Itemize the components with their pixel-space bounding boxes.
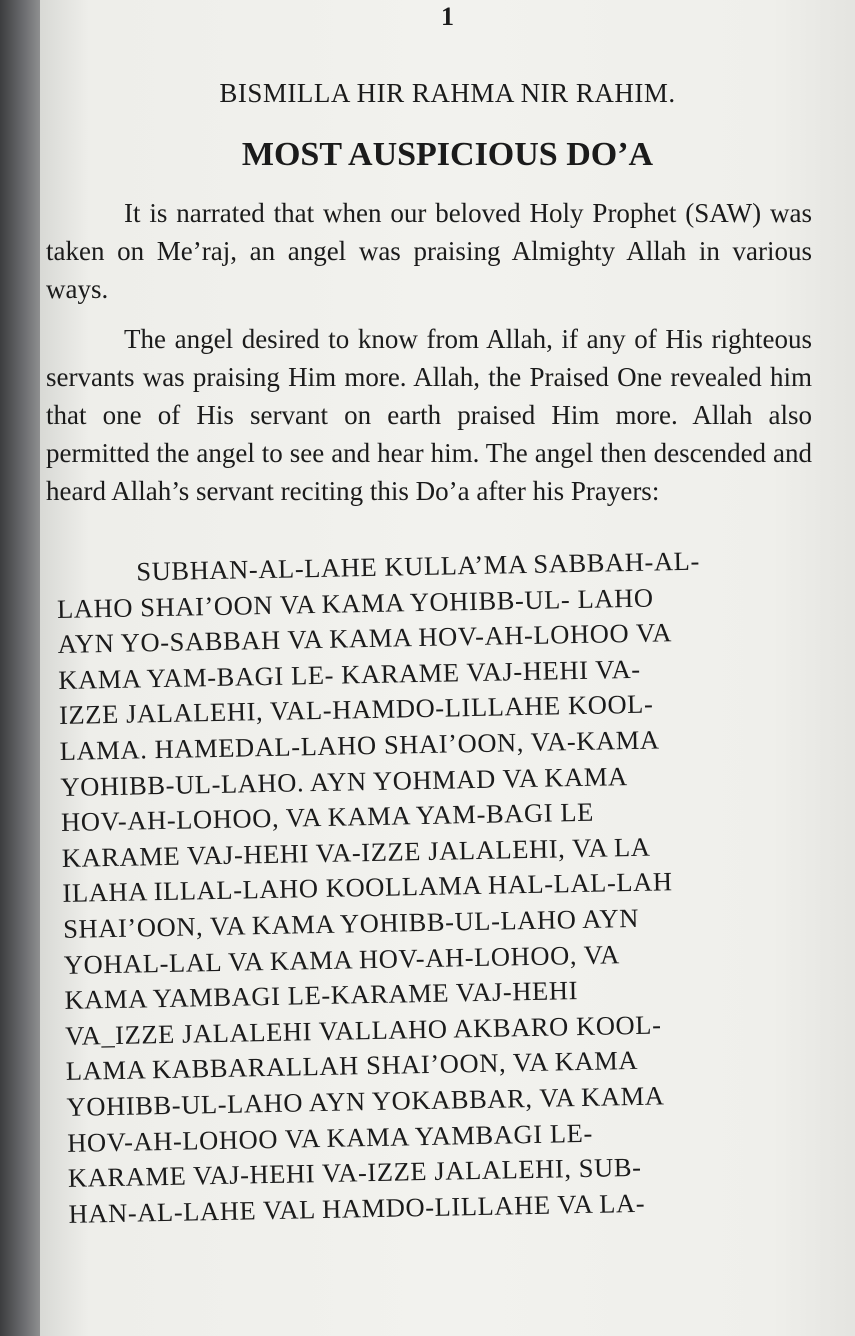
dua-line: SHAI’OON, VA KAMA YOHIBB-UL-LAHO AYN (62, 902, 640, 944)
page-title: MOST AUSPICIOUS DO’A (241, 136, 654, 173)
dua-line: KARAME VAJ-HEHI VA-IZZE JALALEHI, VA LA (61, 831, 651, 873)
dua-line: HOV-AH-LOHOO, VA KAMA YAM-BAGI LE (60, 796, 595, 838)
dua-line: ILAHA ILLAL-LAHO KOOLLAMA HAL-LAL-LAH (62, 866, 673, 909)
dua-line: LAMA. HAMEDAL-LAHO SHAI’OON, VA-KAMA (59, 724, 660, 766)
paragraph-text: The angel desired to know from Allah, if any of His righteous servants was praising Him more. Allah, the Praised One revealed him that one of His servant on earth praised Him more. Allah also permitted the angel to see and hear him. The angel then descended and heard Allah’s servant reciting this Do’a after his Prayers: (46, 324, 812, 506)
dua-line: YOHIBB-UL-LAHO. AYN YOHMAD VA KAMA (60, 760, 628, 802)
dua-line: HOV-AH-LOHOO VA KAMA YAMBAGI LE- (66, 1117, 594, 1158)
dua-line: VA_IZZE JALALEHI VALLAHO AKBARO KOOL- (64, 1009, 662, 1051)
dua-line: KAMA YAM-BAGI LE- KARAME VAJ-HEHI VA- (58, 653, 641, 695)
page-number: 1 (441, 2, 454, 31)
narrative-paragraph-2 (46, 320, 812, 510)
dua-line: LAMA KABBARALLAH SHAI’OON, VA KAMA (65, 1045, 639, 1087)
dua-line: KARAME VAJ-HEHI VA-IZZE JALALEHI, SUB- (67, 1151, 642, 1193)
dua-line: KAMA YAMBAGI LE-KARAME VAJ-HEHI (64, 975, 579, 1016)
dua-transliteration-block (56, 541, 834, 1232)
dua-line: SUBHAN-AL-LAHE KULLA’MA SABBAH-AL- (136, 545, 701, 587)
dua-line: LAHO SHAI’OON VA KAMA YOHIBB-UL- LAHO (56, 582, 654, 624)
dua-line: IZZE JALALEHI, VAL-HAMDO-LILLAHE KOOL- (58, 688, 654, 731)
dua-line: HAN-AL-LAHE VAL HAMDO-LILLAHE VA LA- (68, 1187, 646, 1229)
dua-line: YOHIBB-UL-LAHO AYN YOKABBAR, VA KAMA (66, 1080, 665, 1122)
book-page (40, 0, 855, 1336)
dua-line: YOHAL-LAL VA KAMA HOV-AH-LOHOO, VA (63, 938, 621, 980)
basmala-heading: BISMILLA HIR RAHMA NIR RAHIM. (219, 78, 676, 108)
narrative-paragraph-1 (46, 194, 812, 308)
dua-line: AYN YO-SABBAH VA KAMA HOV-AH-LOHOO VA (57, 617, 673, 660)
paragraph-text: It is narrated that when our beloved Holy Prophet (SAW) was taken on Me’raj, an angel was praising Almighty Allah in various ways. (46, 198, 812, 304)
